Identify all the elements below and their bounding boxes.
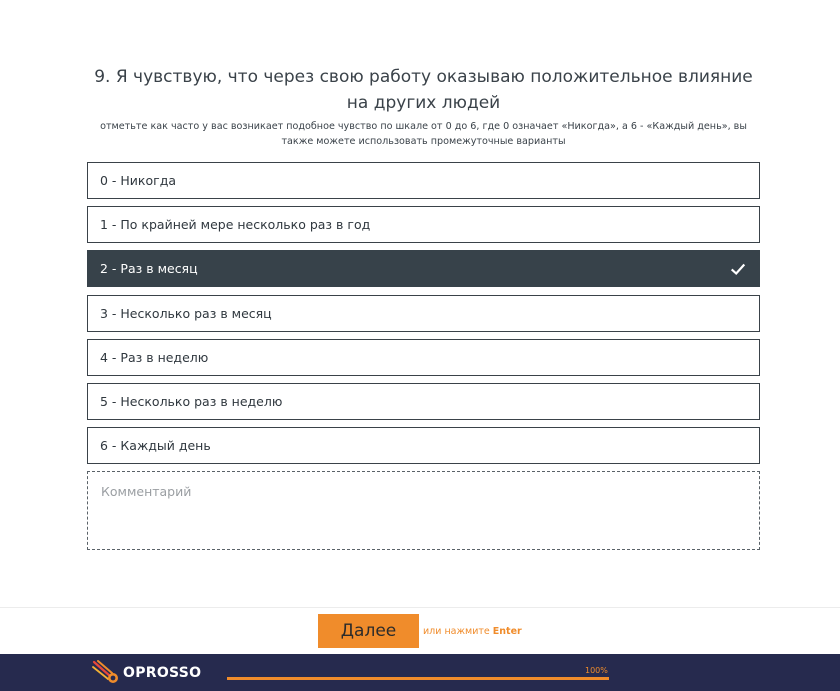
option-0[interactable]: [87, 162, 760, 199]
option-3[interactable]: [87, 295, 760, 332]
option-1[interactable]: [87, 206, 760, 243]
option-label: 5 - Несколько раз в неделю: [100, 393, 283, 409]
question-block: [87, 64, 760, 149]
question-hint: отметьте как часто у вас возникает подобное чувство по шкале от 0 до 6, где 0 означает «Никогда», а 6 - «Каждый день», вы также можете использовать промежуточные варианты: [100, 121, 747, 147]
brand-name: OPROSSO: [123, 665, 202, 681]
option-label: 2 - Раз в месяц: [100, 261, 198, 277]
enter-hint: [423, 626, 522, 637]
option-label: 6 - Каждый день: [100, 438, 211, 454]
enter-hint-key: Enter: [492, 626, 522, 637]
question-title: 9. Я чувствую, что через свою работу оказываю положительное влияние на других людей: [94, 67, 753, 113]
enter-hint-prefix: или нажмите: [423, 626, 490, 637]
next-button[interactable]: Далее: [318, 614, 419, 648]
progress-fill: [227, 677, 609, 680]
footer-bar: [0, 607, 840, 654]
comment-input[interactable]: [87, 471, 760, 550]
option-6[interactable]: [87, 427, 760, 464]
answer-options: [87, 162, 760, 471]
option-4[interactable]: [87, 339, 760, 376]
progress-bar: [227, 677, 609, 680]
progress-label: 100%: [585, 666, 608, 675]
check-icon: [729, 260, 747, 278]
brand-bar: [0, 654, 840, 691]
option-label: 3 - Несколько раз в месяц: [100, 305, 272, 321]
option-label: 1 - По крайней мере несколько раз в год: [100, 217, 371, 233]
option-label: 0 - Никогда: [100, 173, 177, 188]
comet-logo-icon: [92, 660, 122, 686]
option-label: 4 - Раз в неделю: [100, 349, 209, 365]
option-2[interactable]: [87, 250, 760, 287]
option-5[interactable]: [87, 383, 760, 420]
brand-logo: [92, 660, 201, 686]
